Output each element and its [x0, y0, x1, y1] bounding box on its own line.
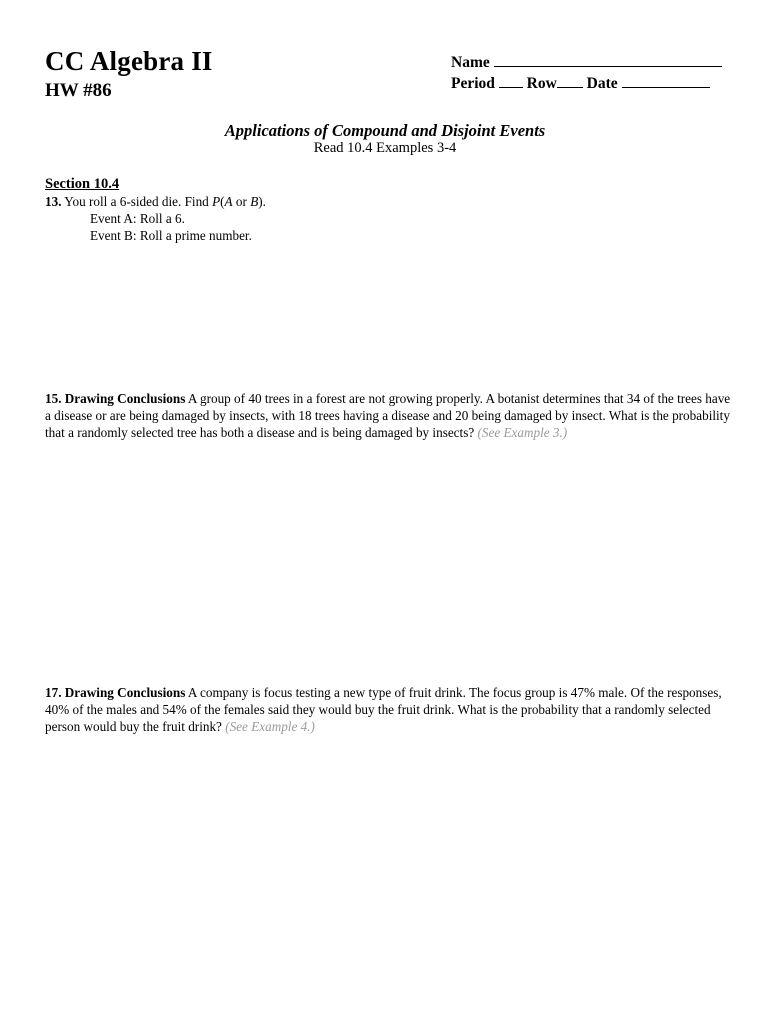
q15-text: A group of 40 trees in a forest are not growing properly. A botanist determines that 34 of the trees have a disease or are being damaged by insects, with 18 trees having a disease and 20 being damaged by insect. What is the probability that a randomly selected tree has both a disease and is being damaged by insects?: [45, 391, 731, 440]
name-row: [451, 52, 722, 72]
q13-text: You roll a 6-sided die. Find: [64, 194, 213, 209]
q13-number: 13.: [45, 194, 62, 209]
worksheet-title: Applications of Compound and Disjoint Events: [224, 121, 546, 140]
row-blank: [557, 73, 583, 88]
q13-event-b: Event B: Roll a prime number.: [90, 228, 252, 243]
section-heading: Section 10.4: [45, 176, 120, 192]
question-13: [45, 193, 735, 244]
period-label: Period: [451, 75, 495, 92]
q13-paren-close: ).: [258, 194, 266, 209]
reading-assignment: Read 10.4 Examples 3-4: [313, 140, 457, 156]
q13-or: or: [232, 194, 251, 209]
q13-event-a-symbol: A: [224, 194, 233, 209]
course-title: CC Algebra II: [45, 46, 213, 76]
q15-number: 15.: [45, 391, 62, 406]
q15-heading: Drawing Conclusions: [64, 391, 186, 406]
name-label: Name: [451, 54, 490, 71]
q13-event-a: Event A: Roll a 6.: [90, 211, 185, 226]
q17-reference: (See Example 4.): [225, 719, 315, 734]
date-label: Date: [586, 75, 618, 92]
question-15: [45, 390, 735, 441]
homework-number: HW #86: [45, 80, 112, 101]
q15-reference: (See Example 3.): [477, 425, 568, 440]
q13-p: P: [212, 194, 221, 209]
name-blank: [494, 52, 722, 67]
q13-event-b-symbol: B: [250, 194, 259, 209]
q17-number: 17.: [45, 685, 62, 700]
period-blank: [499, 73, 523, 88]
q17-text: A company is focus testing a new type of fruit drink. The focus group is 47% male. Of the responses, 40% of the males and 54% of the females said they would buy the fruit drink. What is the probability that a randomly selected person would buy the fruit drink?: [45, 685, 722, 734]
date-blank: [622, 73, 710, 88]
period-row: [451, 73, 710, 93]
q13-paren-open: (: [220, 194, 225, 209]
question-17: [45, 684, 735, 735]
q17-heading: Drawing Conclusions: [64, 685, 186, 700]
row-label: Row: [526, 75, 557, 92]
